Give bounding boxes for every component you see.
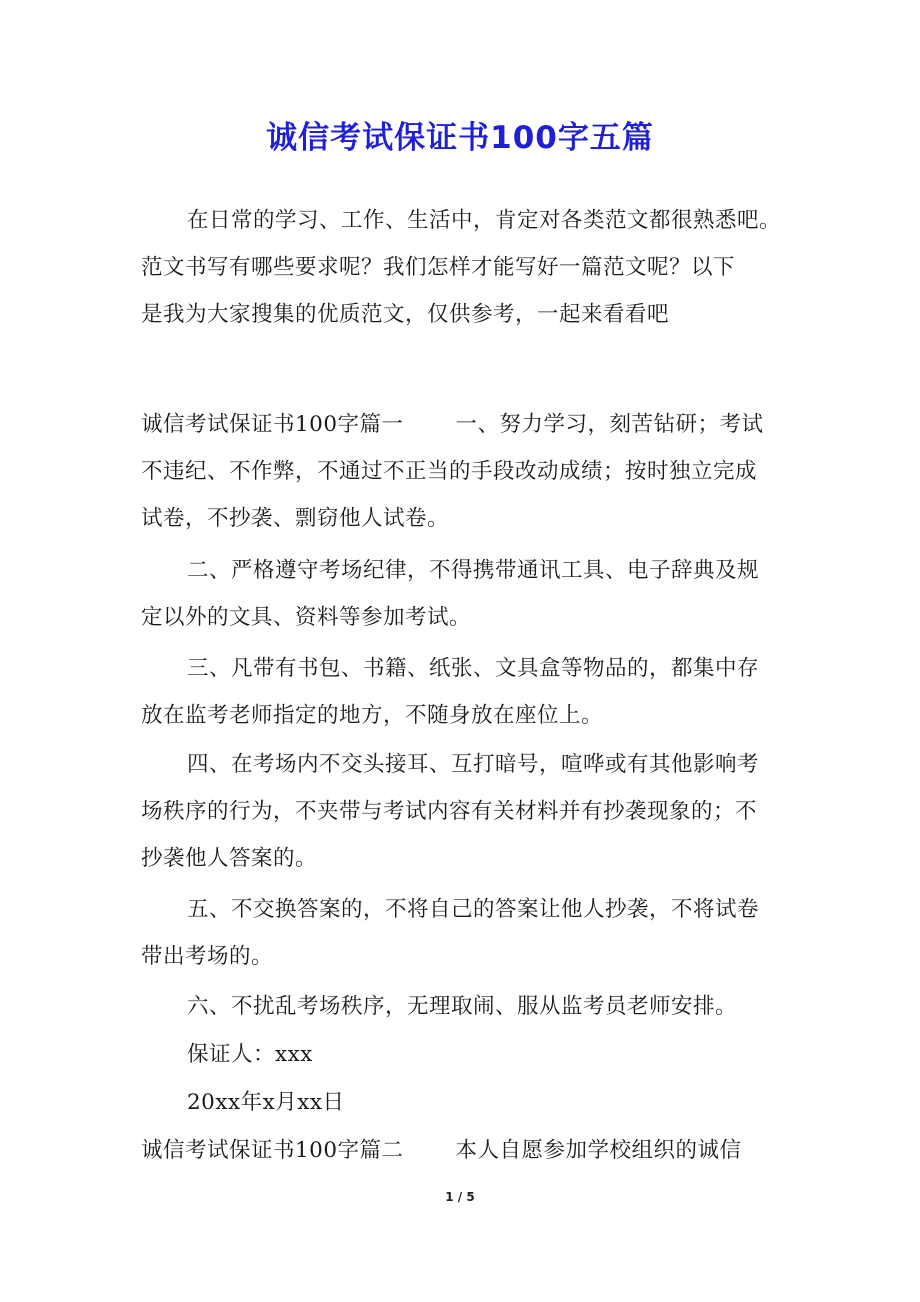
section2-heading: 诚信考试保证书100字篇二 (141, 1138, 404, 1163)
intro-line: 在日常的学习、工作、生活中，肯定对各类范文都很熟悉吧。 (187, 208, 782, 233)
section1-first-line (141, 401, 781, 448)
item2-line: 二、严格遵守考场纪律，不得携带通讯工具、电子辞典及规 (187, 558, 760, 583)
section1-line: 试卷，不抄袭、剽窃他人试卷。 (141, 506, 450, 531)
intro-line: 是我为大家搜集的优质范文，仅供参考，一起来看看吧 (141, 302, 670, 327)
section2-first-line (141, 1127, 781, 1174)
intro-paragraph (141, 197, 781, 338)
intro-line: 范文书写有哪些要求呢？我们怎样才能写好一篇范文呢？以下 (141, 255, 736, 280)
guarantor: 保证人：xxx (187, 1042, 313, 1067)
item2-line: 定以外的文具、资料等参加考试。 (141, 605, 472, 630)
section1-item1-start: 一、努力学习，刻苦钻研；考试 (455, 412, 764, 437)
item3-line: 放在监考老师指定的地方，不随身放在座位上。 (141, 703, 604, 728)
section1-line: 不违纪、不作弊，不通过不正当的手段改动成绩；按时独立完成 (141, 459, 758, 484)
section1-paragraph (141, 401, 781, 542)
section2-text-start: 本人自愿参加学校组织的诚信 (455, 1138, 742, 1163)
item6-paragraph (141, 983, 781, 1030)
section2-paragraph (141, 1127, 781, 1174)
item4-paragraph (141, 741, 781, 882)
item5-line: 五、不交换答案的，不将自己的答案让他人抄袭，不将试卷 (187, 897, 760, 922)
page-indicator: 1 / 5 (445, 1190, 475, 1204)
signature-date: 20xx年x月xx日 (187, 1090, 345, 1115)
item3-line: 三、凡带有书包、书籍、纸张、文具盒等物品的，都集中存 (187, 656, 760, 681)
item2-paragraph (141, 547, 781, 641)
date-line (141, 1079, 781, 1126)
guarantor-line (141, 1031, 781, 1078)
section1-heading: 诚信考试保证书100字篇一 (141, 412, 404, 437)
item6-line: 六、不扰乱考场秩序，无理取闹、服从监考员老师安排。 (187, 994, 738, 1019)
item4-line: 场秩序的行为，不夹带与考试内容有关材料并有抄袭现象的；不 (141, 799, 758, 824)
item5-line: 带出考场的。 (141, 944, 274, 969)
item4-line: 抄袭他人答案的。 (141, 846, 318, 871)
item5-paragraph (141, 886, 781, 980)
document-title: 诚信考试保证书100字五篇 (266, 120, 654, 156)
item3-paragraph (141, 645, 781, 739)
item4-line: 四、在考场内不交头接耳、互打暗号，喧哗或有其他影响考 (187, 752, 760, 777)
